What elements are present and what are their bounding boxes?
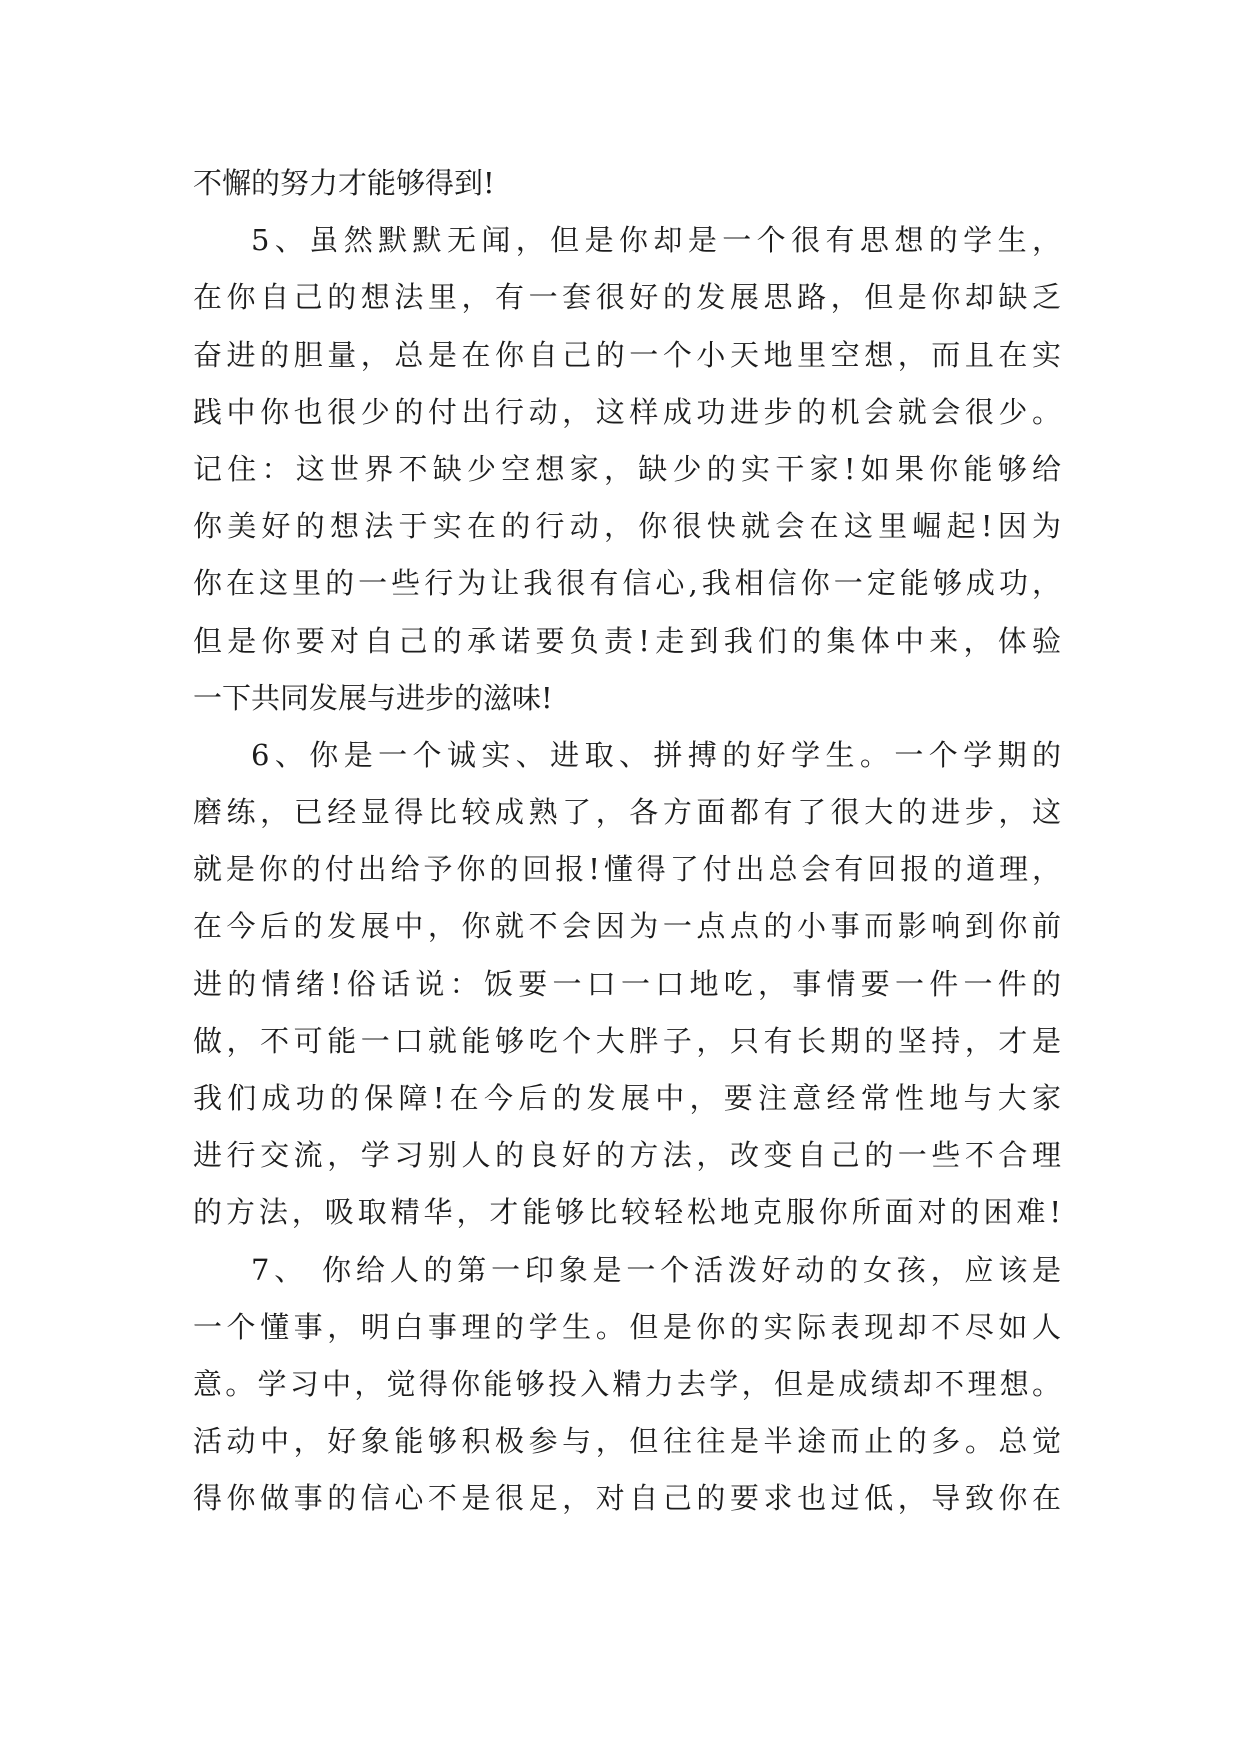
text-line: 活动中，好象能够积极参与，但往往是半途而止的多。总觉 [193,1424,1061,1459]
text-line: 我们成功的保障!在今后的发展中，要注意经常性地与大家 [193,1081,1061,1115]
text-line: 6、你是一个诚实、进取、拼搏的好学生。一个学期的 [251,737,1061,772]
text-line: 意。学习中，觉得你能够投入精力去学，但是成绩却不理想。 [193,1366,1061,1401]
text-line: 磨练，已经显得比较成熟了，各方面都有了很大的进步，这 [193,795,1061,830]
text-line: 一下共同发展与进步的滋味! [193,680,553,715]
text-line: 就是你的付出给予你的回报!懂得了付出总会有回报的道理， [193,852,1061,887]
text-line: 在今后的发展中，你就不会因为一点点的小事而影响到你前 [193,909,1061,944]
text-line: 得你做事的信心不是很足，对自己的要求也过低，导致你在 [193,1481,1061,1516]
text-line: 的方法，吸取精华，才能够比较轻松地克服你所面对的困难! [193,1195,1061,1230]
text-line: 但是你要对自己的承诺要负责!走到我们的集体中来，体验 [193,623,1061,658]
text-line: 进的情绪!俗话说：饭要一口一口地吃，事情要一件一件的 [193,966,1061,1001]
text-line: 进行交流，学习别人的良好的方法，改变自己的一些不合理 [193,1138,1061,1173]
document-body [193,155,1061,1528]
text-line: 奋进的胆量，总是在你自己的一个小天地里空想，而且在实 [193,337,1061,372]
text-line: 一个懂事，明白事理的学生。但是你的实际表现却不尽如人 [193,1309,1061,1344]
text-line: 不懈的努力才能够得到! [193,166,495,200]
text-line: 5、虽然默默无闻，但是你却是一个很有思想的学生， [251,223,1061,258]
text-line: 在你自己的想法里，有一套很好的发展思路，但是你却缺乏 [193,280,1061,315]
text-line: 做，不可能一口就能够吃个大胖子，只有长期的坚持，才是 [193,1023,1061,1058]
text-line: 践中你也很少的付出行动，这样成功进步的机会就会很少。 [193,394,1061,429]
text-line: 你在这里的一些行为让我很有信心,我相信你一定能够成功， [193,566,1061,601]
text-line: 你美好的想法于实在的行动，你很快就会在这里崛起!因为 [193,509,1061,544]
text-line: 记住：这世界不缺少空想家，缺少的实干家!如果你能够给 [193,451,1061,486]
text-line: 7、 你给人的第一印象是一个活泼好动的女孩，应该是 [251,1252,1061,1287]
